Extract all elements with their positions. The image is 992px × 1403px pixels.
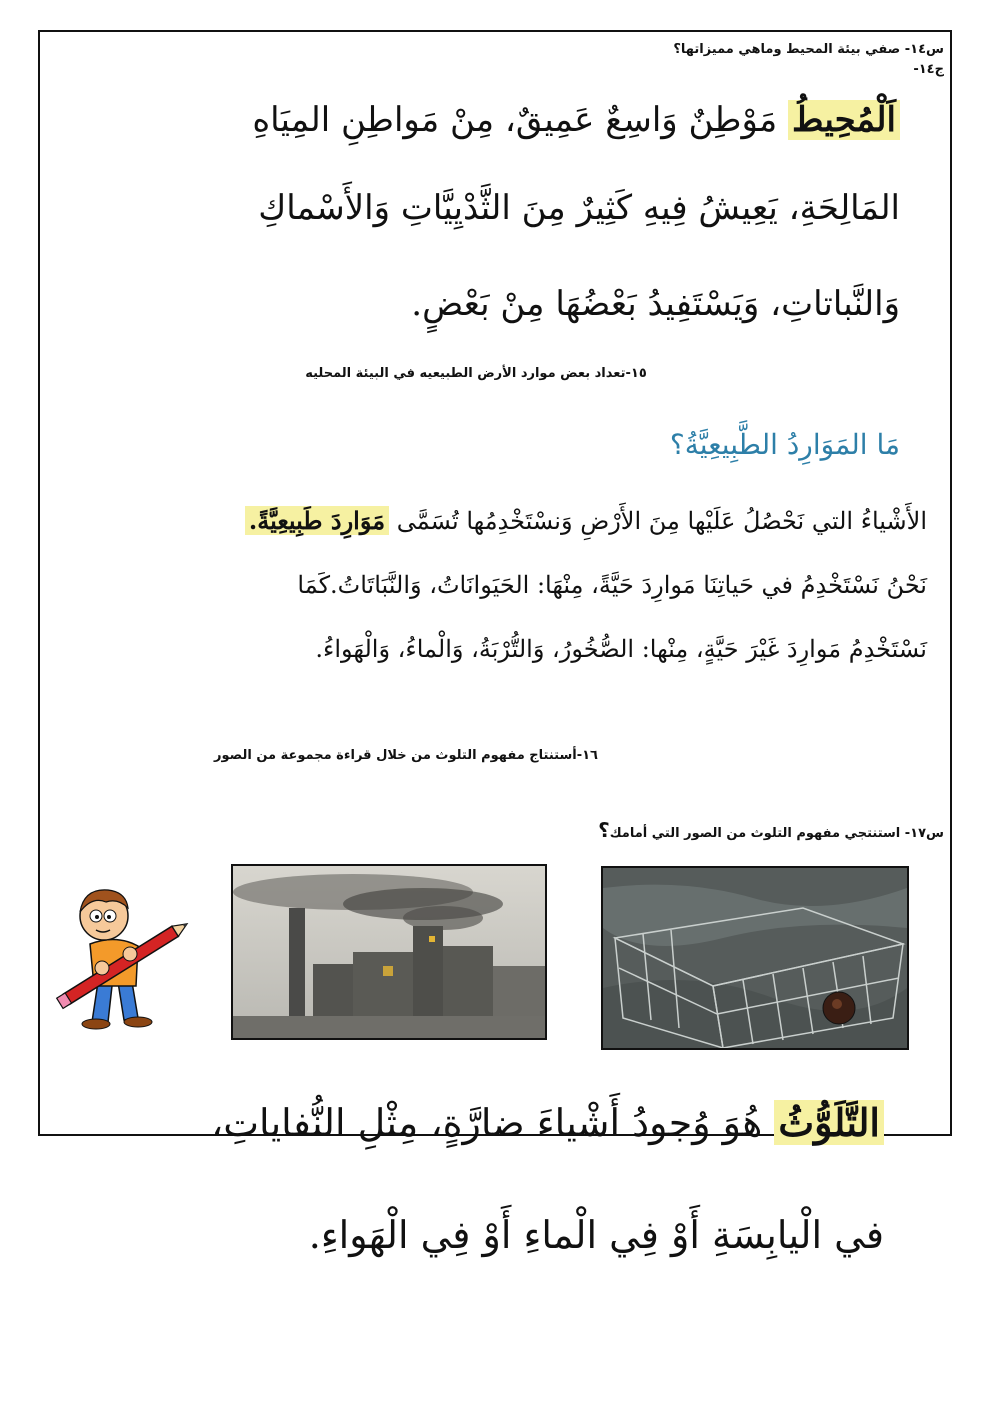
question-17-text: س١٧- استنتجي مفهوم التلوث من الصور التي أمامك [609, 826, 944, 841]
resources-highlight: مَوَارِدَ طَبِيعِيَّةً. [245, 506, 389, 535]
ocean-line-2: المَالِحَةِ، يَعِيشُ فِيهِ كَثِيرٌ مِنَ الثَّدْيِيَّاتِ وَالأَسْماكِ [258, 188, 900, 228]
question-17-mark: ؟ [598, 818, 610, 842]
cage-in-water-photo [601, 866, 909, 1050]
factory-smoke-photo [231, 864, 547, 1040]
ocean-line-3: وَالنَّباتاتِ، وَيَسْتَفِيدُ بَعْضُهَا مِنْ بَعْضٍ. [411, 284, 900, 324]
resources-line-2: نَحْنُ نَسْتَخْدِمُ في حَياتِنَا مَوارِدَ حَيَّةً، مِنْهَا: الحَيَوانَاتُ، وَالنَّبَاتَاتُ.كَمَا [297, 571, 927, 599]
resources-subtitle: مَا المَوَارِدُ الطَّبِيعِيَّةُ؟ [669, 428, 900, 461]
pollution-line-1 [90, 1100, 884, 1146]
ocean-highlight: اَلْمُحِيطُ [788, 100, 900, 140]
pollution-line-1-text: هُوَ وُجودُ أَشْياءَ ضارَّةٍ، مِثْلِ النُّفاياتِ، [210, 1101, 763, 1145]
answer-14-label: ج١٤- [913, 62, 944, 77]
ocean-line-1 [90, 100, 900, 140]
resources-line-1 [70, 506, 927, 536]
question-14: س١٤- صفي بيئة المحيط وماهي مميزاتها؟ [673, 42, 944, 57]
ocean-line-1-text: مَوْطِنٌ وَاسِعٌ عَمِيقٌ، مِنْ مَواطِنِ المِيَاهِ [252, 100, 778, 140]
question-15-title: ١٥-تعداد بعض موارد الأرض الطبيعيه في البيئة المحليه [305, 366, 647, 381]
question-17 [598, 818, 944, 842]
question-16-title: ١٦-أستنتاج مفهوم التلوث من خلال قراءة مجموعة من الصور [214, 748, 598, 763]
pollution-line-2: في الْيابِسَةِ أَوْ فِي الْماءِ أَوْ فِي الْهَواءِ. [308, 1213, 884, 1257]
resources-line-3: نَسْتَخْدِمُ مَوارِدَ غَيْرَ حَيَّةٍ، مِنْها: الصُّخُورُ، وَالتُّرْبَةُ، وَالْماءُ، وَالْهَواءُ. [315, 635, 927, 663]
resources-line-1-text: الأَشْياءُ التي نَحْصُلُ عَلَيْها مِنَ الأَرْضِ وَنسْتَخْدِمُها تُسَمَّى [396, 507, 927, 535]
pollution-highlight: التَّلَوُّثُ [774, 1100, 884, 1145]
boy-with-pencil-image [46, 882, 196, 1032]
